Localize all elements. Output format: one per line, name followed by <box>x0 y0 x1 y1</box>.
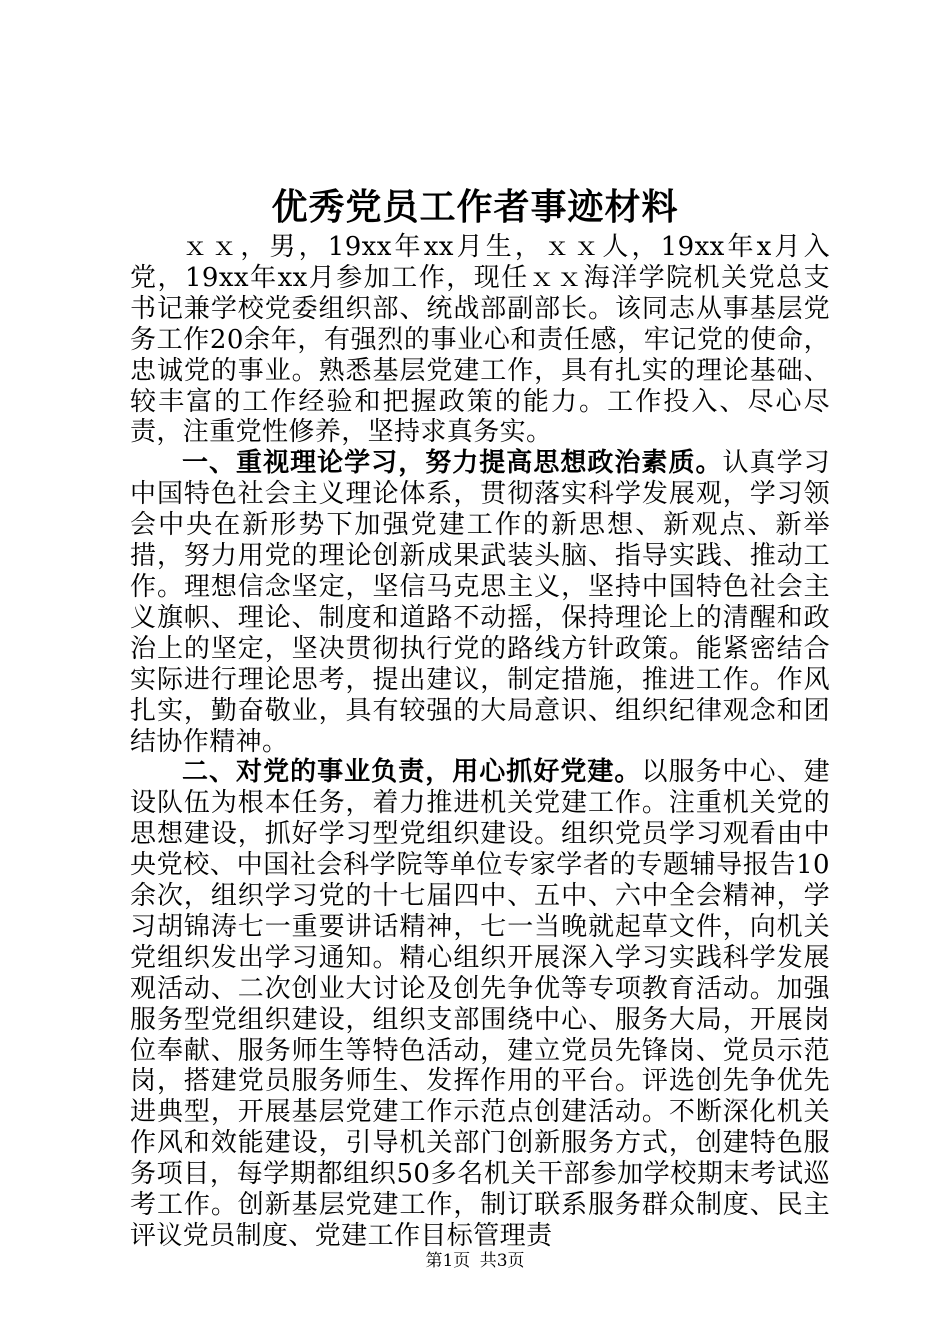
paragraph-intro <box>130 232 830 448</box>
page-total: 共3页 <box>479 1251 525 1271</box>
paragraph-section-2 <box>130 757 830 1252</box>
paragraph-text: 以服务中心、建设队伍为根本任务，着力推进机关党建工作。注重机关党的思想建设，抓好学习型党组织建设。组织党员学习观看由中央党校、中国社会科学院等单位专家学者的专题辅导报告10余次，组织学习党的十七届四中、五中、六中全会精神，学习胡锦涛七一重要讲话精神，七一当晚就起草文件，向机关党组织发出学习通知。精心组织开展深入学习实践科学发展观活动、二次创业大讨论及创先争优等专项教育活动。加强服务型党组织建设，组织支部围绕中心、服务大局，开展岗位奉献、服务师生等特色活动，建立党员先锋岗、党员示范岗，搭建党员服务师生、发挥作用的平台。评选创先争优先进典型，开展基层党建工作示范点创建活动。不断深化机关作风和效能建设，引导机关部门创新服务方式，创建特色服务项目，每学期都组织50多名机关干部参加学校期末考试巡考工作。创新基层党建工作，制订联系服务群众制度、民主评议党员制度、党建工作目标管理责 <box>130 757 830 1251</box>
section-heading: 一、重视理论学习，努力提高思想政治素质。 <box>182 448 723 479</box>
paragraph-section-1 <box>130 448 830 757</box>
document-title: 优秀党员工作者事迹材料 <box>271 186 679 228</box>
page-number: 第1页 <box>425 1251 471 1271</box>
paragraph-text: ｘｘ，男，19xx年xx月生，ｘｘ人，19xx年x月入党，19xx年xx月参加工作，现任ｘｘ海洋学院机关党总支书记兼学校党委组织部、统战部副部长。该同志从事基层党务工作20余年，有强烈的事业心和责任感，牢记党的使命，忠诚党的事业。熟悉基层党建工作，具有扎实的理论基础、较丰富的工作经验和把握政策的能力。工作投入、尽心尽责，注重党性修养，坚持求真务实。 <box>130 232 830 448</box>
page-footer <box>0 1249 950 1273</box>
paragraph-text: 认真学习中国特色社会主义理论体系，贯彻落实科学发展观，学习领会中央在新形势下加强党建工作的新思想、新观点、新举措，努力用党的理论创新成果武装头脑、指导实践、推动工作。理想信念坚定，坚信马克思主义，坚持中国特色社会主义旗帜、理论、制度和道路不动摇，保持理论上的清醒和政治上的坚定，坚决贯彻执行党的路线方针政策。能紧密结合实际进行理论思考，提出建议，制定措施，推进工作。作风扎实，勤奋敬业，具有较强的大局意识、组织纪律观念和团结协作精神。 <box>130 448 830 757</box>
document-body <box>130 232 830 1252</box>
section-heading: 二、对党的事业负责，用心抓好党建。 <box>182 757 642 788</box>
